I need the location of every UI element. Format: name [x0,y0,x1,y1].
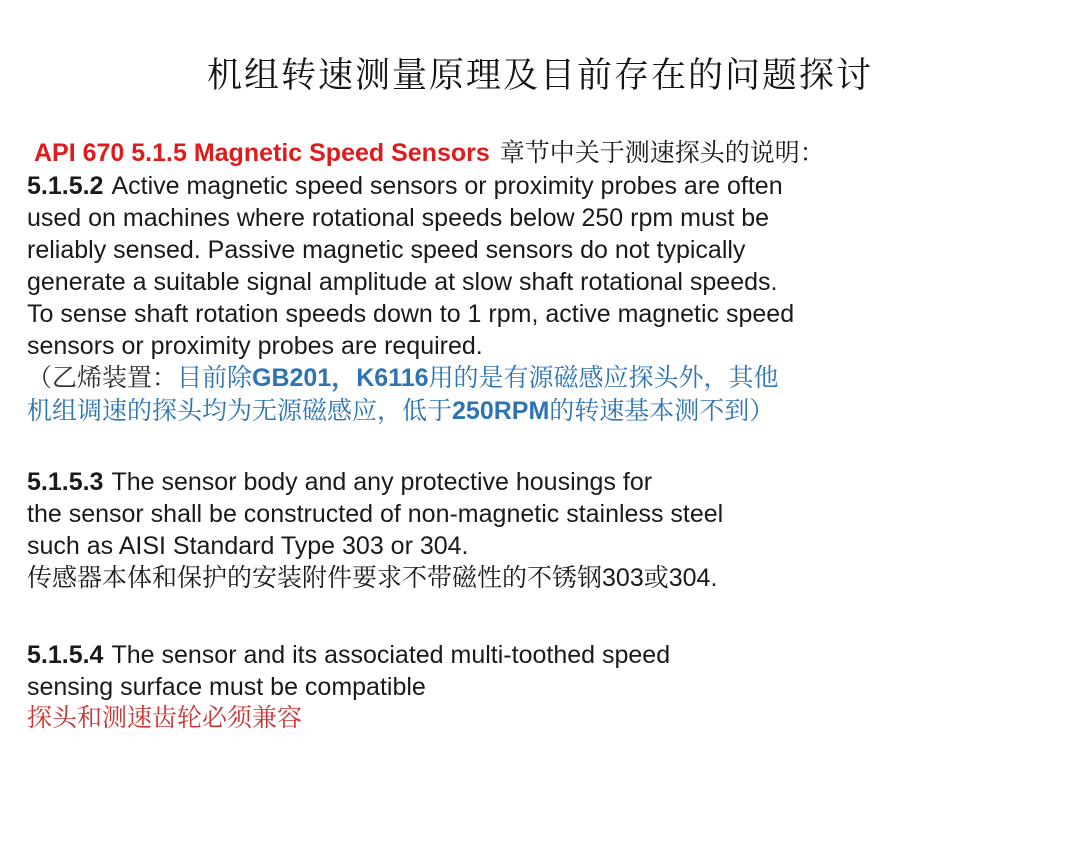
zh-translation: 传感器本体和保护的安装附件要求不带磁性的不锈钢 [27,565,603,593]
text-line: the sensor shall be constructed of non-magnetic stainless steel [27,500,724,529]
note-text: 目前除 [177,365,253,393]
note-text: 机组调速的探头均为无源磁感应，低于 [27,398,453,426]
note-rpm-value: 250RPM [452,397,550,426]
text-line: used on machines where rotational speeds below 250 rpm must be [27,204,770,233]
note-text: 用的是有源磁感应探头外，其他 [428,365,779,393]
section-number: 5.1.5.3 [27,468,104,497]
steel-type-number: 304. [668,564,718,593]
text-line: reliably sensed. Passive magnetic speed sensors do not typically [27,236,746,265]
body-text: Active magnetic speed sensors or proximity probes are often [111,172,783,201]
api-heading-reference: API 670 5.1.5 Magnetic Speed Sensors [34,139,490,168]
section-number: 5.1.5.4 [27,641,104,670]
section-5-1-5-2 [27,170,1040,362]
slide-canvas [0,52,1080,862]
note-text: 的转速基本测不到） [549,398,775,426]
body-text: The sensor body and any protective housings for [111,468,653,497]
slide-title: 机组转速测量原理及目前存在的问题探讨 [206,56,873,95]
steel-type-number: 303 [602,564,644,593]
text-line: sensing surface must be compatible [27,673,426,702]
ethylene-plant-note [27,362,1040,428]
section-number: 5.1.5.2 [27,172,104,201]
text-line [27,466,1040,498]
text-line [27,639,1040,671]
note-unit-ids: GB201，K6116 [252,364,429,393]
body-text: The sensor and its associated multi-toothed speed [111,641,671,670]
text-line [27,362,1040,395]
zh-translation: 或 [643,565,669,593]
text-line: sensors or proximity probes are required. [27,332,483,361]
text-line [27,562,1040,595]
api-heading-line [27,137,1040,170]
text-line: generate a suitable signal amplitude at slow shaft rotational speeds. [27,268,778,297]
section-5-1-5-4 [27,639,1040,735]
text-line [27,395,1040,428]
note-prefix: （乙烯装置： [27,365,178,393]
zh-red-note: 探头和测速齿轮必须兼容 [27,705,303,733]
text-line [27,170,1040,202]
slide-body [27,137,1040,735]
text-line: To sense shaft rotation speeds down to 1 rpm, active magnetic speed [27,300,795,329]
text-line: such as AISI Standard Type 303 or 304. [27,532,469,561]
section-5-1-5-3 [27,466,1040,595]
api-heading-zh-note: 章节中关于测速探头的说明： [499,140,825,168]
